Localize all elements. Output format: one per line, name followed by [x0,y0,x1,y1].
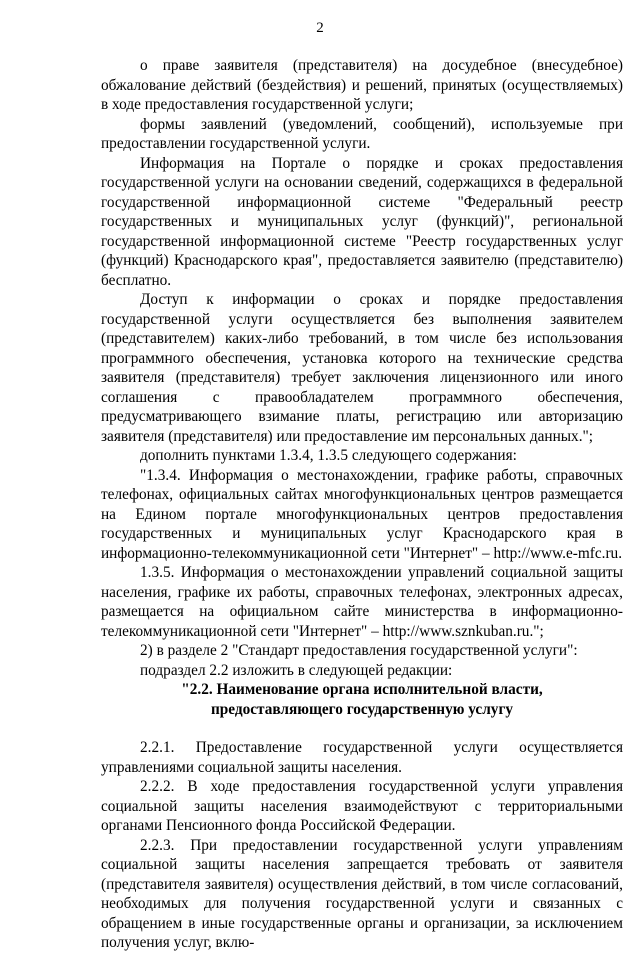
paragraph: 2.2.3. При предоставлении государственной услуги управлениям социальной защиты населения запрещается требовать от заявителя (представителя заявителя) осуществления действий, в том числе согласований, необходимых для получения государственной услуги и связанных с обращением в иные государственные органы и организации, за исключением получения услуг, вклю- [101,836,623,951]
section-heading-line: предоставляющего государственную услугу [210,701,514,718]
spacer [101,720,623,738]
paragraph: Доступ к информации о сроках и порядке предоставления государственной услуги осуществляется без выполнения заявителем (представителем) каких-либо требований, в том числе без использования программного обеспечения, установка которого на технические средства заявителя (представителя) требует заключения лицензионного или иного соглашения с правообладателем программного обеспечения, предусматривающего взимание платы, регистрацию или авторизацию заявителя (представителя) или предоставление им персональных данных."; [101,291,623,445]
paragraph: о праве заявителя (представителя) на досудебное (внесудебное) обжалование действий (бездействия) и решений, принятых (осуществляемых) в ходе предоставления государственной услуги; [101,57,623,113]
paragraph: Информация на Портале о порядке и сроках предоставления государственной услуги на основании сведений, содержащихся в федеральной государственной информационной системе "Федеральный реестр государственных и муниципальных услуг (функций)", региональной государственной информационной системе "Реестр государственных услуг (функций) Краснодарского края", предоставляется заявителю (представителю) бесплатно. [101,154,623,289]
paragraph: 2.2.2. В ходе предоставления государственной услуги управления социальной защиты населения взаимодействуют с территориальными органами Пенсионного фонда Российской Федерации. [101,778,623,834]
section-heading [101,680,623,720]
paragraph: "1.3.4. Информация о местонахождении, графике работы, справочных телефонах, официальных сайтах многофункциональных центров размещается на Едином портале многофункциональных центров предоставления государственных и муниципальных услуг Краснодарского края в информационно-телекоммуникационной сети "Интернет" – http://www.e-mfc.ru. [101,466,623,562]
document-body [101,56,623,953]
page-number: 2 [316,20,324,36]
paragraph: 1.3.5. Информация о местонахождении управлений социальной защиты населения, графике их работы, справочных телефонах, электронных адресах, размещается на официальном сайте министерства в информационно-телекоммуникационной сети "Интернет" – http://www.sznkuban.ru."; [101,564,623,640]
paragraph: 2) в разделе 2 "Стандарт предоставления государственной услуги": [140,642,578,659]
paragraph: подраздел 2.2 изложить в следующей редакции: [140,661,453,679]
paragraph: дополнить пунктами 1.3.4, 1.3.5 следующего содержания: [140,447,517,464]
paragraph: формы заявлений (уведомлений, сообщений), используемые при предоставлении государственной услуги. [101,115,623,152]
section-heading-line: "2.2. Наименование органа исполнительной власти, [181,681,543,698]
paragraph: 2.2.1. Предоставление государственной услуги осуществляется управлениями социальной защиты населения. [101,739,623,776]
